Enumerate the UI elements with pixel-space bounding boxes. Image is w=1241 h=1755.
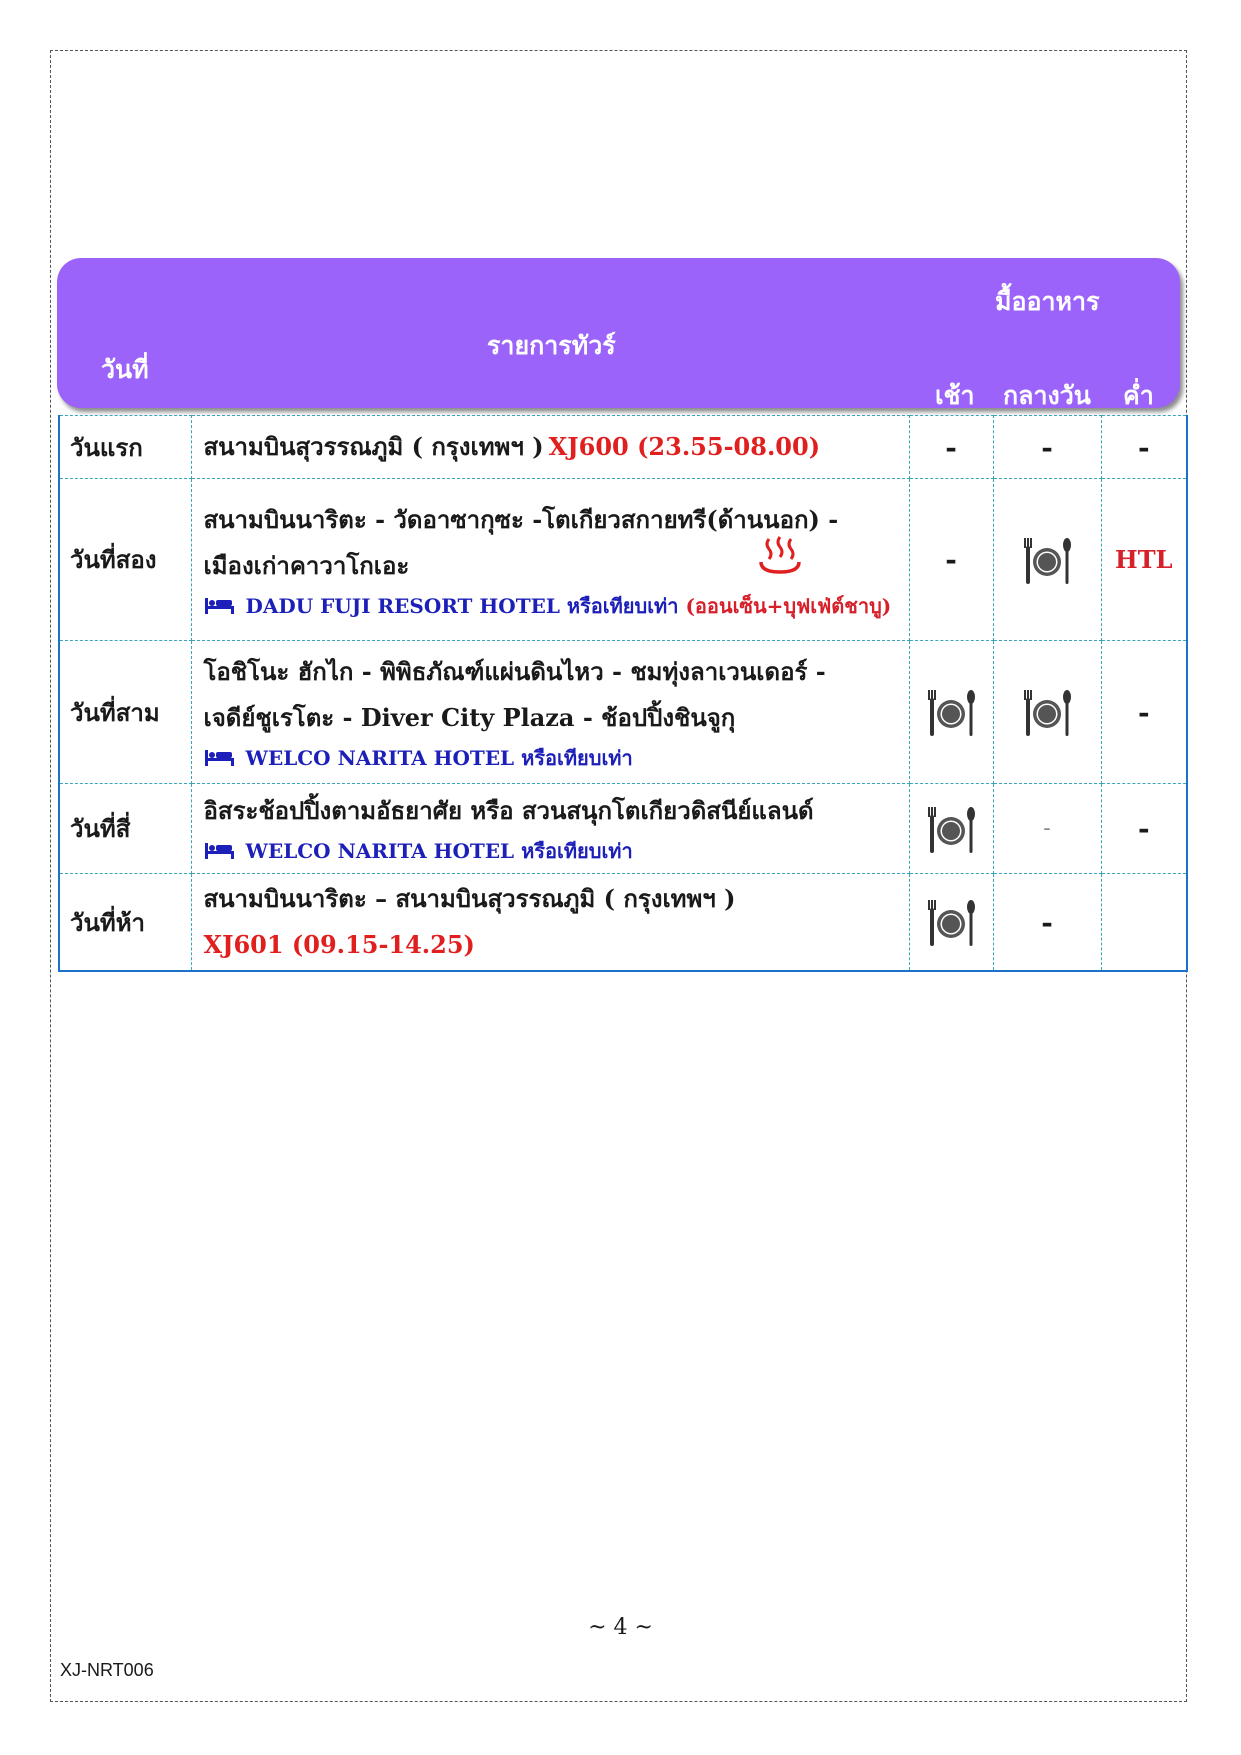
hotel-line — [204, 589, 909, 623]
meal-plate-icon — [923, 684, 979, 740]
dinner-cell — [1101, 874, 1187, 972]
route-text: สนามบินสุวรรณภูมิ ( กรุงเทพฯ ) — [203, 432, 544, 461]
no-meal-dash: - — [945, 543, 957, 576]
description-cell — [191, 874, 909, 972]
route-text: โอชิโนะ ฮักไก - พิพิธภัณฑ์แผ่นดินไหว - ชมทุ่งลาเวนเดอร์ - — [203, 657, 826, 686]
onsen-icon — [758, 535, 802, 575]
meal-plate-icon — [923, 801, 979, 857]
page-number: ~ 4 ~ — [588, 1615, 653, 1640]
lunch-cell — [993, 641, 1101, 784]
lunch-cell — [993, 479, 1101, 641]
breakfast-cell — [909, 784, 993, 874]
lunch-cell — [993, 416, 1101, 479]
no-meal-dash: - — [1137, 430, 1150, 464]
hotel-name: WELCO NARITA HOTEL หรือเทียบเท่า — [245, 838, 633, 863]
flight-number: XJ600 (23.55-08.00) — [548, 432, 821, 461]
day-cell — [59, 479, 191, 641]
dinner-cell — [1101, 641, 1187, 784]
document-code: XJ-NRT006 — [60, 1660, 154, 1680]
table-row — [59, 874, 1187, 972]
no-meal-dash: - — [1041, 905, 1053, 939]
header-day: วันที่ — [101, 355, 149, 384]
no-meal-dash: - — [1137, 695, 1150, 729]
header-breakfast: เช้า — [935, 381, 975, 410]
no-meal-dash: - — [1043, 816, 1051, 841]
route-text: เมืองเก่าคาวาโกเอะ — [203, 550, 410, 580]
dinner-cell — [1101, 416, 1187, 479]
day-cell — [59, 641, 191, 784]
breakfast-cell — [909, 641, 993, 784]
table-row — [59, 416, 1187, 479]
bed-icon — [204, 594, 236, 616]
dinner-cell — [1101, 784, 1187, 874]
day-label: วันที่ห้า — [70, 907, 145, 937]
dinner-cell — [1101, 479, 1187, 641]
hotel-extra: (ออนเซ็น+บุฟเฟ่ต์ชาบู) — [685, 593, 892, 618]
no-meal-dash: - — [945, 430, 957, 464]
meal-plate-icon — [1019, 684, 1075, 740]
lunch-cell — [993, 874, 1101, 972]
breakfast-cell — [909, 874, 993, 972]
hotel-name: DADU FUJI RESORT HOTEL หรือเทียบเท่า — [245, 593, 679, 618]
description-cell — [191, 784, 909, 874]
description-cell — [191, 416, 909, 479]
table-row — [59, 479, 1187, 641]
day-label: วันที่สอง — [70, 545, 157, 574]
bed-icon — [204, 839, 236, 861]
header-tour-program: รายการทัวร์ — [487, 331, 616, 360]
flight-number: XJ601 (09.15-14.25) — [203, 930, 475, 959]
day-label: วันแรก — [70, 432, 143, 462]
header-dinner: ค่ำ — [1123, 381, 1154, 410]
table-row — [59, 641, 1187, 784]
description-cell — [191, 641, 909, 784]
route-text: สนามบินนาริตะ - วัดอาซากุซะ -โตเกียวสกายทรี(ด้านนอก) - — [203, 504, 839, 534]
hotel-name: WELCO NARITA HOTEL หรือเทียบเท่า — [245, 746, 633, 770]
lunch-cell — [993, 784, 1101, 874]
day-label: วันที่สี่ — [70, 814, 131, 843]
breakfast-cell — [909, 479, 993, 641]
dinner-hotel-label: HTL — [1115, 545, 1173, 574]
day-cell — [59, 874, 191, 972]
bed-icon — [204, 746, 236, 768]
route-text: อิสระช้อปปิ้งตามอัธยาศัย หรือ สวนสนุกโตเกียวดิสนีย์แลนด์ — [203, 795, 814, 825]
hotel-line — [204, 834, 909, 868]
header-lunch: กลางวัน — [1003, 381, 1091, 410]
no-meal-dash: - — [1137, 812, 1150, 845]
route-text: เจดีย์ชูเรโตะ - Diver City Plaza - ช้อปปิ้งชินจูกุ — [203, 703, 736, 732]
itinerary-header — [57, 258, 1180, 408]
day-label: วันที่สาม — [70, 697, 160, 727]
breakfast-cell — [909, 416, 993, 479]
route-text: สนามบินนาริตะ – สนามบินสุวรรณภูมิ ( กรุงเทพฯ ) — [203, 884, 736, 913]
no-meal-dash: - — [1041, 430, 1053, 464]
table-row — [59, 784, 1187, 874]
hotel-line — [204, 741, 909, 775]
meal-plate-icon — [923, 894, 979, 950]
itinerary-table — [58, 415, 1188, 972]
header-meals: มื้ออาหาร — [995, 287, 1100, 316]
meal-plate-icon — [1019, 532, 1075, 588]
day-cell — [59, 784, 191, 874]
day-cell — [59, 416, 191, 479]
